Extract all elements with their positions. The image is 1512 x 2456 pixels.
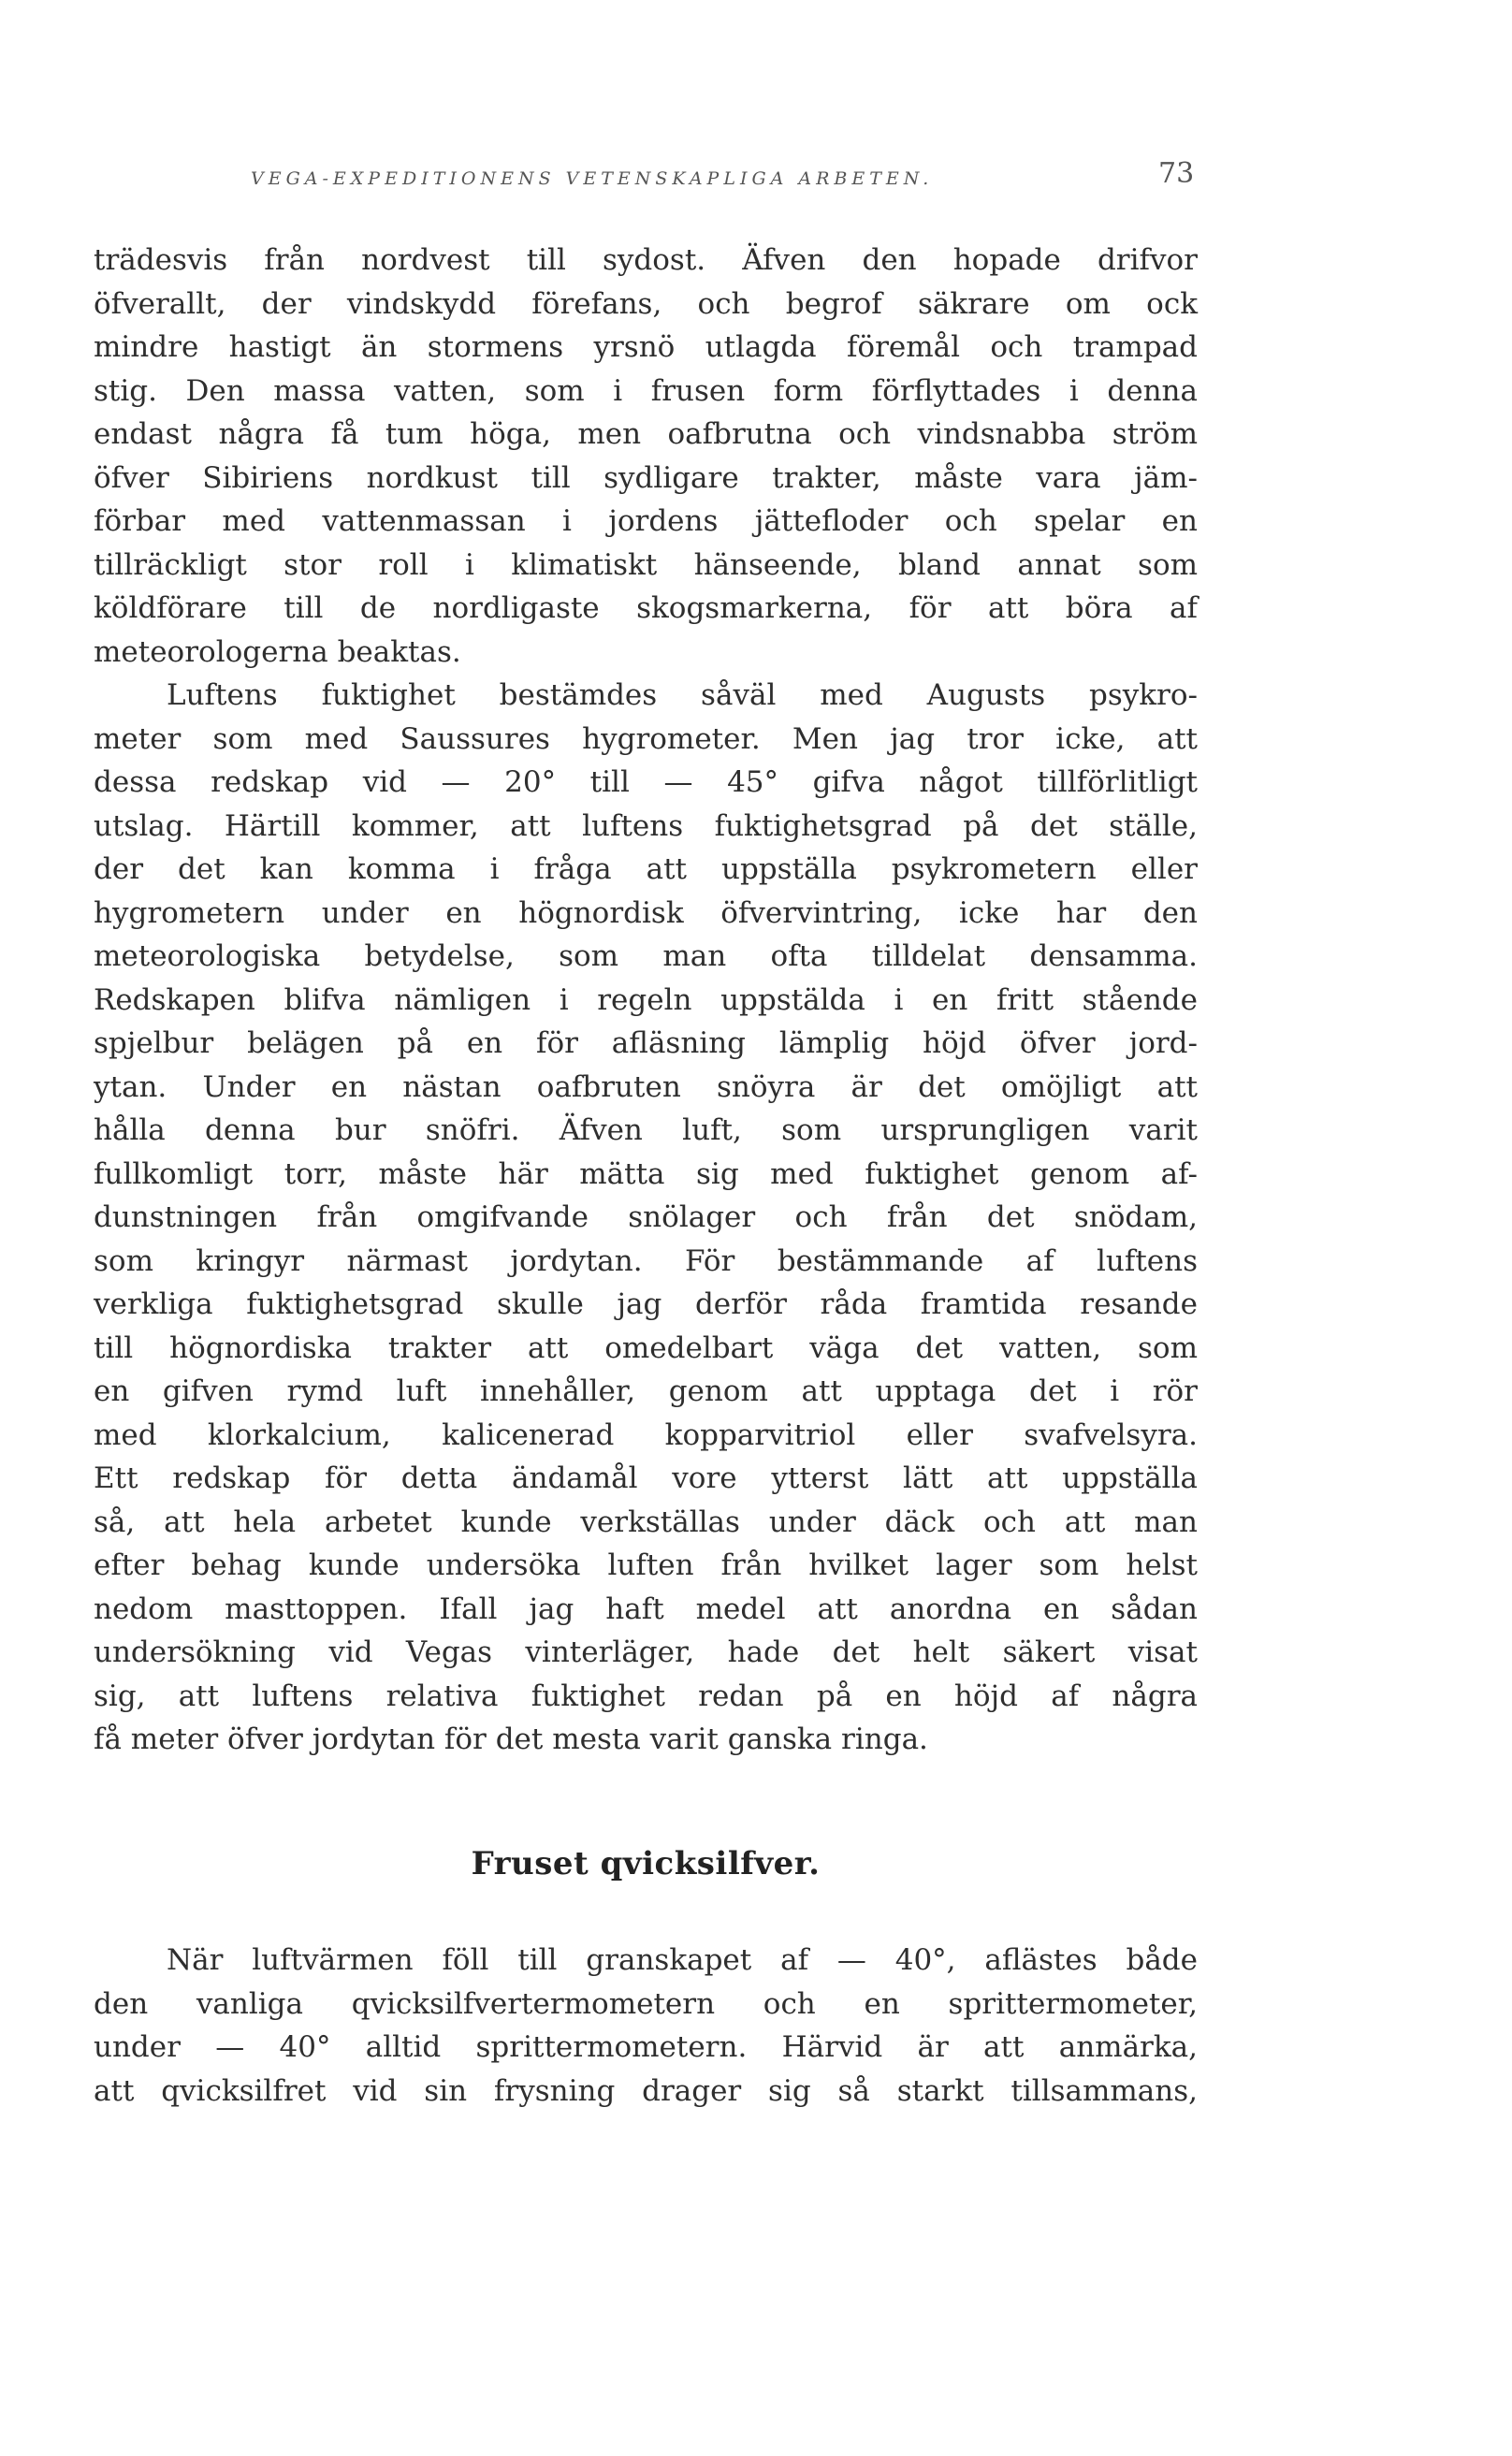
- text-line: så, att hela arbetet kunde verkställas under däck och att man: [94, 1504, 1198, 1539]
- text-line: efter behag kunde undersöka luften från hvilket lager som helst: [94, 1548, 1198, 1582]
- text-line: Ett redskap för detta ändamål vore ytterst lätt att uppställa: [94, 1461, 1198, 1495]
- text-line: När luftvärmen föll till granskapet af — 40°, aflästes både: [167, 1943, 1198, 1977]
- text-line: sig, att luftens relativa fuktighet redan på en höjd af några: [94, 1679, 1198, 1713]
- text-line: hålla denna bur snöfri. Äfven luft, som ursprungligen varit: [94, 1113, 1198, 1147]
- text-line: spjelbur belägen på en för afläsning lämplig höjd öfver jord-: [94, 1026, 1198, 1060]
- body-text: [94, 239, 1198, 1762]
- text-line: utslag. Härtill kommer, att luftens fuktighetsgrad på det ställe,: [94, 808, 1198, 843]
- text-line: fullkomligt torr, måste här mätta sig med fuktighet genom af-: [94, 1156, 1198, 1191]
- section-heading: Fruset qvicksilfver.: [471, 1845, 821, 1882]
- text-line: dessa redskap vid — 20° till — 45° gifva något tillförlitligt: [94, 765, 1198, 799]
- text-line: trädesvis från nordvest till sydost. Äfven den hopade drifvor: [94, 243, 1198, 277]
- text-line: få meter öfver jordytan för det mesta varit ganska ringa.: [94, 1722, 928, 1756]
- text-line: Luftens fuktighet bestämdes såväl med Augusts psykro-: [167, 678, 1198, 712]
- text-line: tillräckligt stor roll i klimatiskt hänseende, bland annat som: [94, 547, 1198, 582]
- text-line: stig. Den massa vatten, som i frusen form förflyttades i denna: [94, 373, 1198, 408]
- text-line: endast några få tum höga, men oafbrutna och vindsnabba ström: [94, 417, 1198, 451]
- text-line: meteorologerna beaktas.: [94, 634, 461, 669]
- text-line: mindre hastigt än stormens yrsnö utlagda föremål och trampad: [94, 330, 1198, 364]
- section-text: [94, 1939, 1198, 2113]
- text-line: ytan. Under en nästan oafbruten snöyra är det omöjligt att: [94, 1069, 1198, 1104]
- text-line: der det kan komma i fråga att uppställa psykrometern eller: [94, 852, 1198, 886]
- text-line: dunstningen från omgifvande snölager och från det snödam,: [94, 1200, 1198, 1234]
- text-line: den vanliga qvicksilfvertermometern och en sprittermometer,: [94, 1986, 1198, 2021]
- text-line: öfverallt, der vindskydd förefans, och begrof säkrare om ock: [94, 286, 1198, 321]
- text-line: hygrometern under en högnordisk öfvervintring, icke har den: [94, 895, 1198, 930]
- text-line: verkliga fuktighetsgrad skulle jag derför råda framtida resande: [94, 1287, 1198, 1321]
- text-line: under — 40° alltid sprittermometern. Härvid är att anmärka,: [94, 2030, 1198, 2064]
- text-line: nedom masttoppen. Ifall jag haft medel att anordna en sådan: [94, 1591, 1198, 1626]
- page-number: 73: [1158, 157, 1195, 190]
- text-line: öfver Sibiriens nordkust till sydligare trakter, måste vara jäm-: [94, 460, 1198, 495]
- text-line: som kringyr närmast jordytan. För bestämmande af luftens: [94, 1243, 1198, 1278]
- text-line: meteorologiska betydelse, som man ofta tilldelat densamma.: [94, 939, 1198, 973]
- text-line: Redskapen blifva nämligen i regeln uppstälda i en fritt stående: [94, 982, 1198, 1017]
- text-line: med klorkalcium, kalicenerad kopparvitriol eller svafvelsyra.: [94, 1417, 1198, 1452]
- text-line: meter som med Saussures hygrometer. Men jag tror icke, att: [94, 721, 1198, 756]
- running-head: VEGA-EXPEDITIONENS VETENSKAPLIGA ARBETEN.: [251, 168, 934, 189]
- text-line: undersökning vid Vegas vinterläger, hade det helt säkert visat: [94, 1635, 1198, 1669]
- text-line: att qvicksilfret vid sin frysning drager sig så starkt tillsammans,: [94, 2073, 1198, 2108]
- text-line: till högnordiska trakter att omedelbart väga det vatten, som: [94, 1330, 1198, 1365]
- text-line: förbar med vattenmassan i jordens jättefloder och spelar en: [94, 504, 1198, 538]
- text-line: köldförare till de nordligaste skogsmarkerna, för att böra af: [94, 591, 1198, 625]
- text-line: en gifven rymd luft innehåller, genom att upptaga det i rör: [94, 1374, 1198, 1408]
